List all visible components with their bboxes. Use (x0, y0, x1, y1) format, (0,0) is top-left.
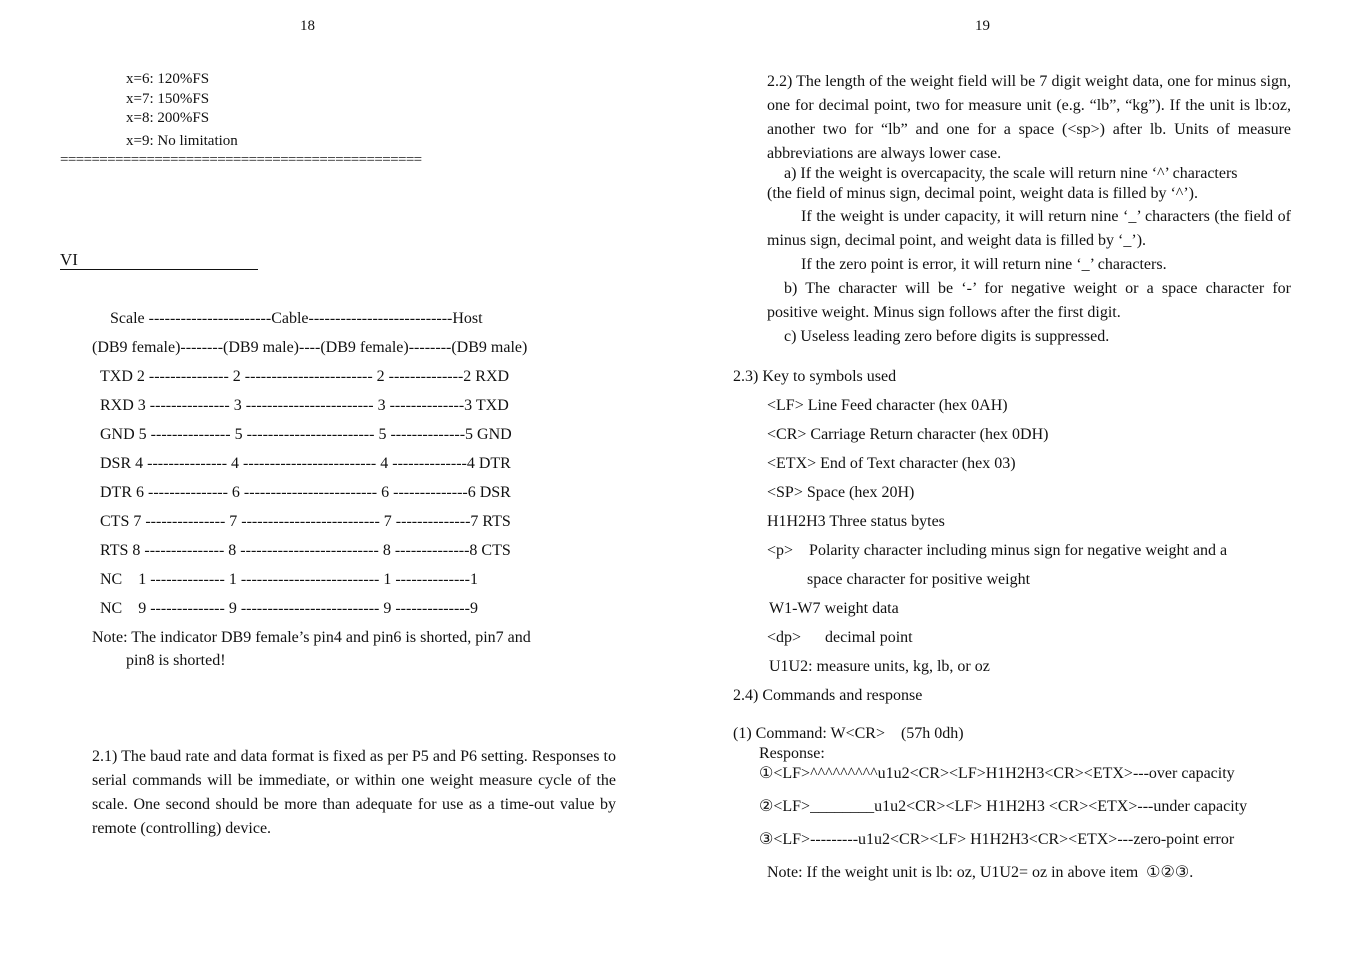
heading-2-4: 2.4) Commands and response (733, 687, 923, 704)
final-note: Note: If the weight unit is lb: oz, U1U2= oz in above item ①②③. (767, 864, 1194, 881)
fs-option: x=6: 120%FS (126, 71, 210, 87)
wiring-note-cont: pin8 is shorted! (126, 652, 226, 669)
wiring-row: RTS 8 --------------- 8 -------------------------- 8 --------------8 CTS (100, 542, 511, 559)
fs-option: x=9: No limitation (126, 133, 238, 149)
separator-line: ============================================== (60, 152, 422, 168)
symbol-item: W1-W7 weight data (769, 600, 899, 617)
response-line: ③<LF>---------u1u2<CR><LF> H1H2H3<CR><ETX>---zero-point error (759, 831, 1235, 848)
fs-option: x=7: 150%FS (126, 91, 210, 107)
symbol-item: <ETX> End of Text character (hex 03) (767, 455, 1016, 472)
item-under-capacity: If the weight is under capacity, it will return nine ‘_’ characters (the field of minus sign, decimal point, and weight data is filled by ‘_’). (767, 208, 1291, 249)
fs-option: x=8: 200%FS (126, 110, 210, 126)
symbol-item: <p> Polarity character including minus sign for negative weight and a (767, 542, 1228, 559)
symbol-item: <LF> Line Feed character (hex 0AH) (767, 397, 1008, 414)
response-label: Response: (759, 745, 825, 762)
command-line: (1) Command: W<CR> (57h 0dh) (733, 725, 964, 742)
page-19 (675, 0, 1351, 954)
section-heading: VI (60, 250, 258, 270)
item-zero-point: If the zero point is error, it will return nine ‘_’ characters. (801, 256, 1167, 273)
wiring-row: CTS 7 --------------- 7 -------------------------- 7 --------------7 RTS (100, 513, 511, 530)
page-number: 18 (300, 18, 315, 34)
wiring-row: NC 9 -------------- 9 -------------------------- 9 --------------9 (100, 600, 478, 617)
item-c: c) Useless leading zero before digits is suppressed. (784, 328, 1110, 345)
symbol-item: U1U2: measure units, kg, lb, or oz (769, 658, 990, 675)
wiring-row: GND 5 --------------- 5 ------------------------ 5 --------------5 GND (100, 426, 512, 443)
wiring-row: DTR 6 --------------- 6 ------------------------- 6 --------------6 DSR (100, 484, 511, 501)
symbol-item: <dp> decimal point (767, 629, 913, 646)
heading-2-3: 2.3) Key to symbols used (733, 368, 897, 385)
symbol-item: space character for positive weight (767, 571, 1031, 588)
wiring-header: Scale -----------------------Cable---------------------------Host (110, 310, 483, 327)
wiring-subheader: (DB9 female)--------(DB9 male)----(DB9 female)--------(DB9 male) (92, 339, 528, 356)
item-a: a) If the weight is overcapacity, the scale will return nine ‘^’ characters (784, 165, 1238, 182)
symbol-item: <CR> Carriage Return character (hex 0DH) (767, 426, 1049, 443)
response-line: ①<LF>^^^^^^^^^u1u2<CR><LF>H1H2H3<CR><ETX>---over capacity (759, 765, 1235, 782)
wiring-row: RXD 3 --------------- 3 ------------------------ 3 --------------3 TXD (100, 397, 509, 414)
wiring-row: TXD 2 --------------- 2 ------------------------ 2 --------------2 RXD (100, 368, 510, 385)
page-18 (0, 0, 675, 954)
paragraph-2-1: 2.1) The baud rate and data format is fixed as per P5 and P6 setting. Responses to serial commands will be immediate, or within one weight measure cycle of the scale. One second should be more than adequate for use as a time-out value by remote (controlling) device. (92, 748, 616, 837)
symbol-item: <SP> Space (hex 20H) (767, 484, 915, 501)
wiring-row: NC 1 -------------- 1 -------------------------- 1 --------------1 (100, 571, 478, 588)
wiring-note: Note: The indicator DB9 female’s pin4 and pin6 is shorted, pin7 and (92, 629, 531, 646)
item-a-cont: (the field of minus sign, decimal point, weight data is filled by ‘^’). (767, 185, 1198, 202)
response-line: ②<LF>________u1u2<CR><LF> H1H2H3 <CR><ETX>---under capacity (759, 798, 1248, 815)
page-number: 19 (975, 18, 990, 34)
item-b: b) The character will be ‘-’ for negative weight or a space character for positive weight. Minus sign follows after the first digit. (767, 280, 1291, 321)
wiring-row: DSR 4 --------------- 4 ------------------------- 4 --------------4 DTR (100, 455, 511, 472)
paragraph-2-2: 2.2) The length of the weight field will be 7 digit weight data, one for minus sign, one for decimal point, two for measure unit (e.g. “lb”, “kg”). If the unit is lb:oz, another two for “lb” and one for a space (<sp>) after lb. Units of measure abbreviations are always lower case. (767, 73, 1291, 162)
symbol-item: H1H2H3 Three status bytes (767, 513, 945, 530)
